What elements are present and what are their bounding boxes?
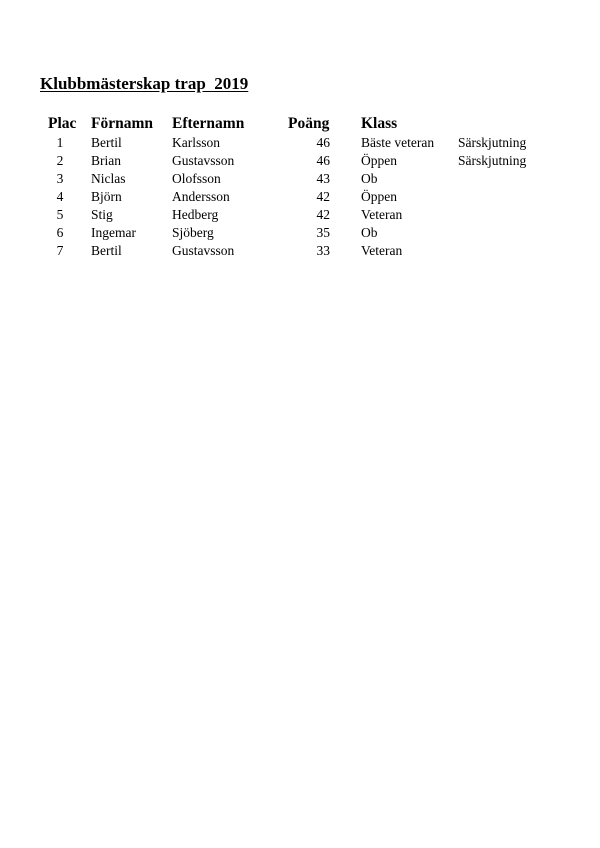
table-row	[0, 224, 600, 242]
cell-plac: 2	[56, 153, 64, 168]
table-row	[0, 170, 600, 188]
table-row	[0, 242, 600, 260]
cell-plac: 3	[56, 171, 64, 186]
cell-efternamn: Karlsson	[172, 135, 220, 150]
cell-efternamn: Gustavsson	[172, 243, 235, 258]
cell-plac: 7	[56, 243, 64, 258]
cell-poang: 33	[316, 243, 330, 258]
header-fornamn: Förnamn	[91, 115, 153, 132]
cell-klass: Öppen	[361, 153, 397, 168]
table-row	[0, 188, 600, 206]
cell-poang: 46	[316, 135, 330, 150]
cell-efternamn: Olofsson	[172, 171, 221, 186]
cell-klass: Ob	[361, 171, 378, 186]
cell-poang: 42	[316, 207, 330, 222]
table-header-row	[0, 114, 600, 134]
cell-plac: 5	[56, 207, 64, 222]
cell-fornamn: Brian	[91, 153, 121, 168]
table-row	[0, 134, 600, 152]
header-poang: Poäng	[288, 115, 330, 132]
cell-klass: Bäste veteran	[361, 135, 435, 150]
cell-plac: 1	[56, 135, 64, 150]
results-table	[0, 114, 600, 260]
cell-fornamn: Niclas	[91, 171, 126, 186]
cell-efternamn: Gustavsson	[172, 153, 235, 168]
cell-fornamn: Bertil	[91, 243, 122, 258]
cell-poang: 46	[316, 153, 330, 168]
cell-fornamn: Bertil	[91, 135, 122, 150]
cell-efternamn: Sjöberg	[172, 225, 214, 240]
header-efternamn: Efternamn	[172, 115, 245, 132]
cell-klass: Veteran	[361, 243, 403, 258]
page-title: Klubbmästerskap trap 2019	[40, 74, 249, 93]
cell-klass: Öppen	[361, 189, 397, 204]
cell-plac: 4	[56, 189, 64, 204]
cell-efternamn: Andersson	[172, 189, 230, 204]
cell-poang: 43	[316, 171, 330, 186]
cell-efternamn: Hedberg	[172, 207, 219, 222]
cell-fornamn: Björn	[91, 189, 122, 204]
cell-note: Särskjutning	[458, 153, 527, 168]
table-row	[0, 206, 600, 224]
cell-plac: 6	[56, 225, 64, 240]
cell-klass: Veteran	[361, 207, 403, 222]
cell-klass: Ob	[361, 225, 378, 240]
cell-poang: 42	[316, 189, 330, 204]
table-row	[0, 152, 600, 170]
cell-fornamn: Stig	[91, 207, 113, 222]
header-plac: Plac	[48, 115, 77, 132]
cell-note: Särskjutning	[458, 135, 527, 150]
cell-fornamn: Ingemar	[91, 225, 136, 240]
cell-poang: 35	[316, 225, 330, 240]
header-klass: Klass	[361, 115, 398, 132]
